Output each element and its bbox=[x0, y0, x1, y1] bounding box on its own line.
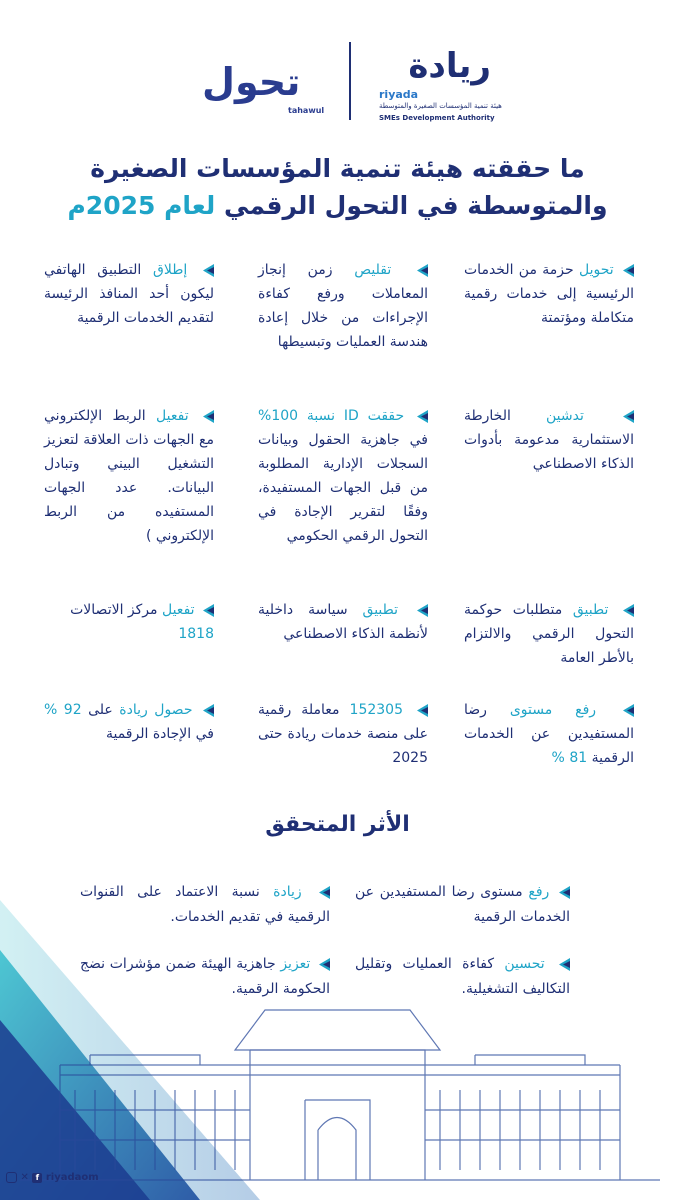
achievement-number: 81 % bbox=[551, 750, 588, 766]
social-handle[interactable]: riyadaom bbox=[45, 1172, 99, 1183]
tahawul-logo-text: تحول bbox=[202, 60, 301, 104]
impact-item bbox=[80, 952, 330, 1002]
achievement-keyword: إطلاق bbox=[153, 262, 188, 278]
achievement-item bbox=[258, 258, 428, 354]
achievement-item bbox=[258, 598, 428, 646]
page-title-line1: ما حققته هيئة تنمية المؤسسات الصغيرة bbox=[90, 154, 585, 183]
impact-keyword: تحسين bbox=[504, 956, 545, 972]
achievement-number: 1818 bbox=[178, 626, 214, 642]
achievement-keyword: 152305 bbox=[349, 702, 403, 718]
achievement-keyword: تقليص bbox=[354, 262, 392, 278]
achievement-keyword: تفعيل bbox=[156, 408, 189, 424]
achievement-text-tail: في الإجادة الرقمية bbox=[105, 726, 214, 742]
page-title bbox=[40, 150, 635, 224]
impact-item bbox=[355, 880, 570, 930]
bullet-arrow-icon bbox=[417, 604, 428, 617]
page-title-line2 bbox=[40, 187, 635, 224]
achievement-text: الخارطة الاستثمارية مدعومة بأدوات الذكاء الاصطناعي bbox=[464, 408, 634, 472]
achievement-text: رضا المستفيدين عن الخدمات الرقمية bbox=[464, 702, 634, 766]
achievement-item bbox=[258, 698, 428, 770]
achievement-item bbox=[258, 404, 428, 548]
tahawul-logo-latin: tahawul bbox=[288, 106, 325, 115]
social-footer bbox=[6, 1172, 99, 1184]
tahawul-logo bbox=[202, 60, 337, 120]
riyada-logo-subtitle-ar: هيئة تنمية المؤسسات الصغيرة والمتوسطة bbox=[379, 102, 502, 110]
bullet-arrow-icon bbox=[417, 410, 428, 423]
achievement-text: التطبيق الهاتفي ليكون أحد المنافذ الرئيسة لتقديم الخدمات الرقمية bbox=[44, 262, 214, 326]
bullet-arrow-icon bbox=[623, 410, 634, 423]
impact-item bbox=[80, 880, 330, 930]
impact-text: نسبة الاعتماد على القنوات الرقمية في تقديم الخدمات. bbox=[80, 884, 330, 925]
achievement-text: في جاهزية الحقول وبيانات السجلات الإدارية المطلوبة من قبل الجهات المستفيدة، وفقًا لتقرير الإجادة في التحول الرقمي الحكومي bbox=[258, 432, 428, 544]
achievement-keyword: رفع مستوى bbox=[509, 702, 597, 718]
achievement-item bbox=[44, 258, 214, 330]
achievement-keyword: تحويل bbox=[579, 262, 614, 278]
bullet-arrow-icon bbox=[319, 958, 330, 971]
riyada-logo-text: ريادة bbox=[408, 46, 491, 86]
bullet-arrow-icon bbox=[417, 264, 428, 277]
impact-keyword: رفع bbox=[528, 884, 550, 900]
achievement-text: متطلبات حوكمة التحول الرقمي والالتزام بالأطر العامة bbox=[464, 602, 634, 666]
achievement-text: معاملة رقمية على منصة خدمات ريادة حتى 2025 bbox=[258, 702, 428, 766]
impact-text: كفاءة العمليات وتقليل التكاليف التشغيلية. bbox=[355, 956, 570, 997]
impact-keyword: زيادة bbox=[273, 884, 302, 900]
achievement-keyword: تدشين bbox=[546, 408, 584, 424]
achievement-keyword: حققت ID نسبة 100% bbox=[258, 408, 405, 424]
achievement-number: 92 % bbox=[44, 702, 82, 718]
logo-divider bbox=[349, 42, 351, 120]
achievement-item bbox=[464, 404, 634, 476]
bullet-arrow-icon bbox=[203, 704, 214, 717]
achievement-item bbox=[464, 598, 634, 670]
instagram-icon[interactable] bbox=[6, 1172, 17, 1183]
bullet-arrow-icon bbox=[417, 704, 428, 717]
logo-bar bbox=[0, 38, 675, 128]
bullet-arrow-icon bbox=[319, 886, 330, 899]
achievement-item bbox=[44, 598, 214, 646]
riyada-logo-subtitle-en: SMEs Development Authority bbox=[379, 114, 495, 122]
bullet-arrow-icon bbox=[623, 704, 634, 717]
achievement-item bbox=[464, 698, 634, 770]
impact-keyword: تعزيز bbox=[280, 956, 311, 972]
bullet-arrow-icon bbox=[559, 886, 570, 899]
impact-text: مستوى رضا المستفيدين عن الخدمات الرقمية bbox=[355, 884, 570, 925]
bullet-arrow-icon bbox=[623, 604, 634, 617]
achievement-text: سياسة داخلية لأنظمة الذكاء الاصطناعي bbox=[258, 602, 428, 642]
achievement-item bbox=[44, 404, 214, 548]
bullet-arrow-icon bbox=[559, 958, 570, 971]
bullet-arrow-icon bbox=[203, 604, 214, 617]
achievement-item bbox=[464, 258, 634, 330]
achievement-text: مركز الاتصالات bbox=[70, 602, 158, 618]
page-title-line2-main: والمتوسطة في التحول الرقمي bbox=[224, 191, 608, 220]
achievement-item bbox=[44, 698, 214, 746]
achievement-keyword: تطبيق bbox=[362, 602, 399, 618]
riyada-logo bbox=[371, 46, 521, 126]
riyada-logo-latin: riyada bbox=[379, 88, 419, 101]
achievement-text: حزمة من الخدمات الرئيسية إلى خدمات رقمية متكاملة ومؤتمتة bbox=[464, 262, 634, 326]
achievement-keyword: تفعيل bbox=[161, 602, 195, 618]
achievement-text: زمن إنجاز المعاملات ورفع كفاءة الإجراءات من خلال إعادة هندسة العمليات وتبسيطها bbox=[258, 262, 428, 350]
achievement-keyword: تطبيق bbox=[572, 602, 609, 618]
achievement-text: الربط الإلكتروني مع الجهات ذات العلاقة لتعزيز التشغيل البيني وتبادل البيانات. عدد الجهات المستفيده من الربط الإلكتروني ) bbox=[44, 408, 214, 544]
impact-text: جاهزية الهيئة ضمن مؤشرات نضج الحكومة الرقمية. bbox=[80, 956, 330, 997]
page-title-line2-accent: لعام 2025م bbox=[67, 191, 216, 220]
facebook-icon[interactable]: f bbox=[32, 1173, 42, 1183]
bullet-arrow-icon bbox=[203, 264, 214, 277]
impact-title: الأثر المتحقق bbox=[265, 812, 410, 837]
x-icon[interactable]: ✕ bbox=[20, 1172, 29, 1183]
impact-item bbox=[355, 952, 570, 1002]
bullet-arrow-icon bbox=[623, 264, 634, 277]
bullet-arrow-icon bbox=[203, 410, 214, 423]
achievement-text: على bbox=[88, 702, 113, 718]
achievement-keyword: حصول ريادة bbox=[119, 702, 193, 718]
